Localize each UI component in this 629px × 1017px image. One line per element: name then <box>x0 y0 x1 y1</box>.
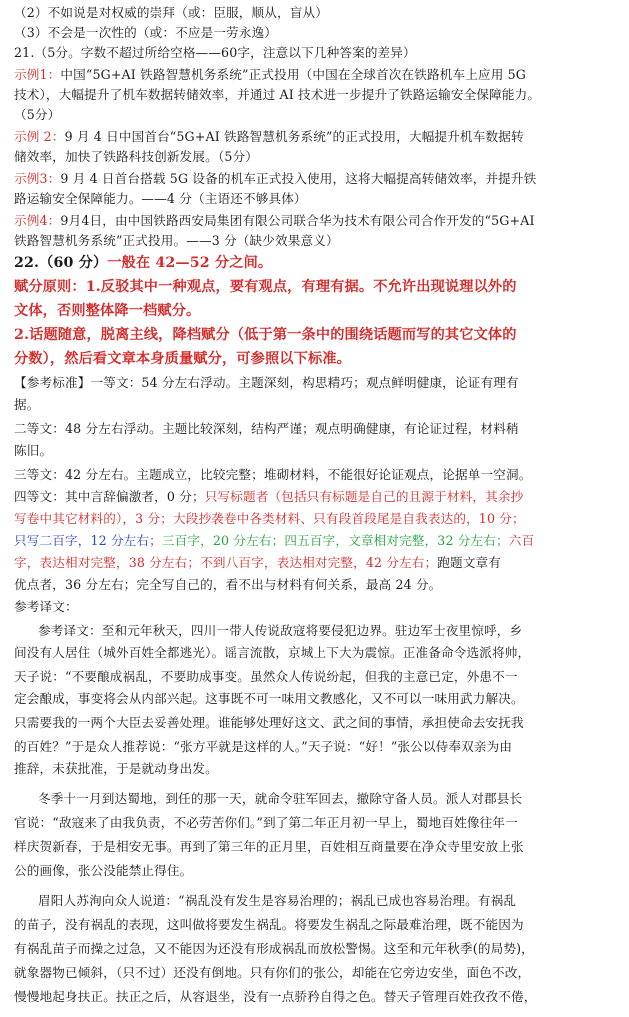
scoring-principle: 赋分原则：1.反驳其中一种观点，要有观点，有理有据。不允许出现说理以外的 <box>14 279 517 295</box>
standard-line: 写卷中其它材料的），3 分；大段抄袭卷中各类材料、只有段首段尾是自我表达的，10 分； <box>14 511 525 526</box>
answer-line: （3）不会是一次性的（或：不应是一劳永逸） <box>14 25 278 40</box>
example-line: 示例4：9月4日，由中国铁路西安局集团有限公司联合华为技术有限公司合作开发的“5G+AI <box>14 213 535 228</box>
standard-line: 优点者，36 分左右；完全写自己的，看不出与材料有何关系，最高 24 分。 <box>14 577 442 592</box>
section-heading: 参考译文： <box>14 599 78 614</box>
translation-line: 的苗子，没有祸乱的表现，这叫做将要发生祸乱。将要发生祸乱之际最难治理，既不能因为 <box>14 917 524 932</box>
translation-line: 推辞，未获批准，于是就动身出发。 <box>14 761 218 776</box>
scoring-principle: 分数），然后看文章本身质量赋分，可参照以下标准。 <box>14 351 352 367</box>
question-header: 22.（60 分）一般在 42—52 分之间。 <box>14 255 273 271</box>
standard-line: 据。 <box>14 397 40 412</box>
translation-line: 官说：“敌寇来了由我负责，不必劳苦你们。”到了第二年正月初一早上，蜀地百姓像往年一 <box>14 815 518 830</box>
standard-line: 【参考标准】一等文：54 分左右浮动。主题深刻，构思精巧；观点鲜明健康，论证有理有 <box>14 375 519 390</box>
standard-line: 字，表达相对完整，38 分左右；不到八百字，表达相对完整，42 分左右；跑题文章有 <box>14 555 501 570</box>
example-line: 铁路智慧机务系统”正式投用。——3 分（缺少效果意义） <box>14 233 339 248</box>
standard-line: 三等文：42 分左右。主题成立，比较完整；堆砌材料，不能很好论证观点，论据单一空洞。 <box>14 467 532 482</box>
translation-paragraph: 参考译文：至和元年秋天，四川一带人传说敌寇将要侵犯边界。驻边军士夜里惊呼，乡 <box>38 623 523 638</box>
example-line: 路运输安全保障能力。——4 分（主语还不够具体） <box>14 191 307 206</box>
translation-line: 样庆贺新春，于是相安无事。再到了第三年的正月里，百姓相互商量要在净众寺里安放上张 <box>14 839 524 854</box>
scoring-principle: 文体，否则整体降一档赋分。 <box>14 303 201 319</box>
example-line: 示例3：9 月 4 日首台搭载 5G 设备的机车正式投入使用，这将大幅提高转储效率，并提升铁 <box>14 171 537 186</box>
translation-line: 公的画像，张公没能禁止得住。 <box>14 863 193 878</box>
answer-line: （2）不如说是对权威的崇拜（或：臣服，顺从，盲从） <box>14 5 329 20</box>
translation-line: 有祸乱苗子而操之过急，又不能因为还没有形成祸乱而放松警惕。这至和元年秋季(的局势)， <box>14 941 534 956</box>
example-line: 示例1：中国“5G+AI 铁路智慧机务系统”正式投用（中国在全球首次在铁路机车上应用 5G <box>14 67 527 82</box>
translation-paragraph: 冬季十一月到达蜀地，到任的那一天，就命令驻军回去，撤除守备人员。派人对郡县长 <box>38 791 523 806</box>
question-header: 21.（5分。字数不超过所给空格——60字，注意以下几种答案的差异） <box>14 45 416 60</box>
example-line: 技术），大幅提升了机车数据转储效率，并通过 AI 技术进一步提升了铁路运输安全保障能力。 <box>14 87 541 102</box>
example-line: （5分） <box>14 107 61 122</box>
translation-line: 只需要我的一两个大臣去妥善处理。谁能够处理好这文、武之间的事情，承担使命去安抚我 <box>14 715 524 730</box>
scoring-principle: 2.话题随意，脱离主线，降档赋分（低于第一条中的围绕话题而写的其它文体的 <box>14 327 517 343</box>
translation-line: 间没有人居住（城外百姓全都逃光）。谣言流散，京城上下大为震惊。正准备命令选派将帅， <box>14 645 531 660</box>
translation-line: 定会酿成，事变将会从内部兴起。这事既不可一味用文教感化，又不可以一味用武力解决。 <box>14 691 524 706</box>
example-label: 示例1： <box>14 67 61 82</box>
standard-line: 陈旧。 <box>14 443 53 458</box>
translation-paragraph: 眉阳人苏洵向众人说道：“祸乱没有发生是容易治理的；祸乱已成也容易治理。有祸乱 <box>38 893 517 908</box>
standard-line: 二等文：48 分左右浮动。主题比较深刻，结构严谨；观点明确健康，有论证过程，材料稍 <box>14 421 519 436</box>
translation-line: 慢慢地起身扶正。扶正之后，从容退坐，没有一点骄矜自得之色。替天子管理百姓孜孜不倦， <box>14 989 537 1004</box>
example-line: 示例 2：9 月 4 日中国首台“5G+AI 铁路智慧机务系统”的正式投用，大幅提升机车数据转 <box>14 129 524 144</box>
example-line: 储效率，加快了铁路科技创新发展。（5分） <box>14 149 258 164</box>
translation-line: 天子说：“不要酿成祸乱，不要助成事变。虽然众人传说纷起，但我的主意已定，外患不一 <box>14 669 518 684</box>
translation-line: 就象器物已倾斜，（只不过）还没有倒地。只有你们的张公，却能在它旁边安坐，面色不改， <box>14 965 531 980</box>
standard-line: 四等文：其中言辞偏激者，0 分；只写标题者（包括只有标题是自己的且源于材料，其余抄 <box>14 489 524 504</box>
translation-line: 的百姓？”于是众人推荐说：“张方平就是这样的人。”天子说：“好！”张公以侍奉双亲为由 <box>14 739 513 754</box>
example-label: 示例3： <box>14 171 61 186</box>
example-label: 示例4： <box>14 213 61 228</box>
standard-line: 只写二百字，12 分左右；三百字，20 分左右；四五百字，文章相对完整，32 分左右；六百 <box>14 533 535 548</box>
example-label: 示例 2： <box>14 129 65 144</box>
